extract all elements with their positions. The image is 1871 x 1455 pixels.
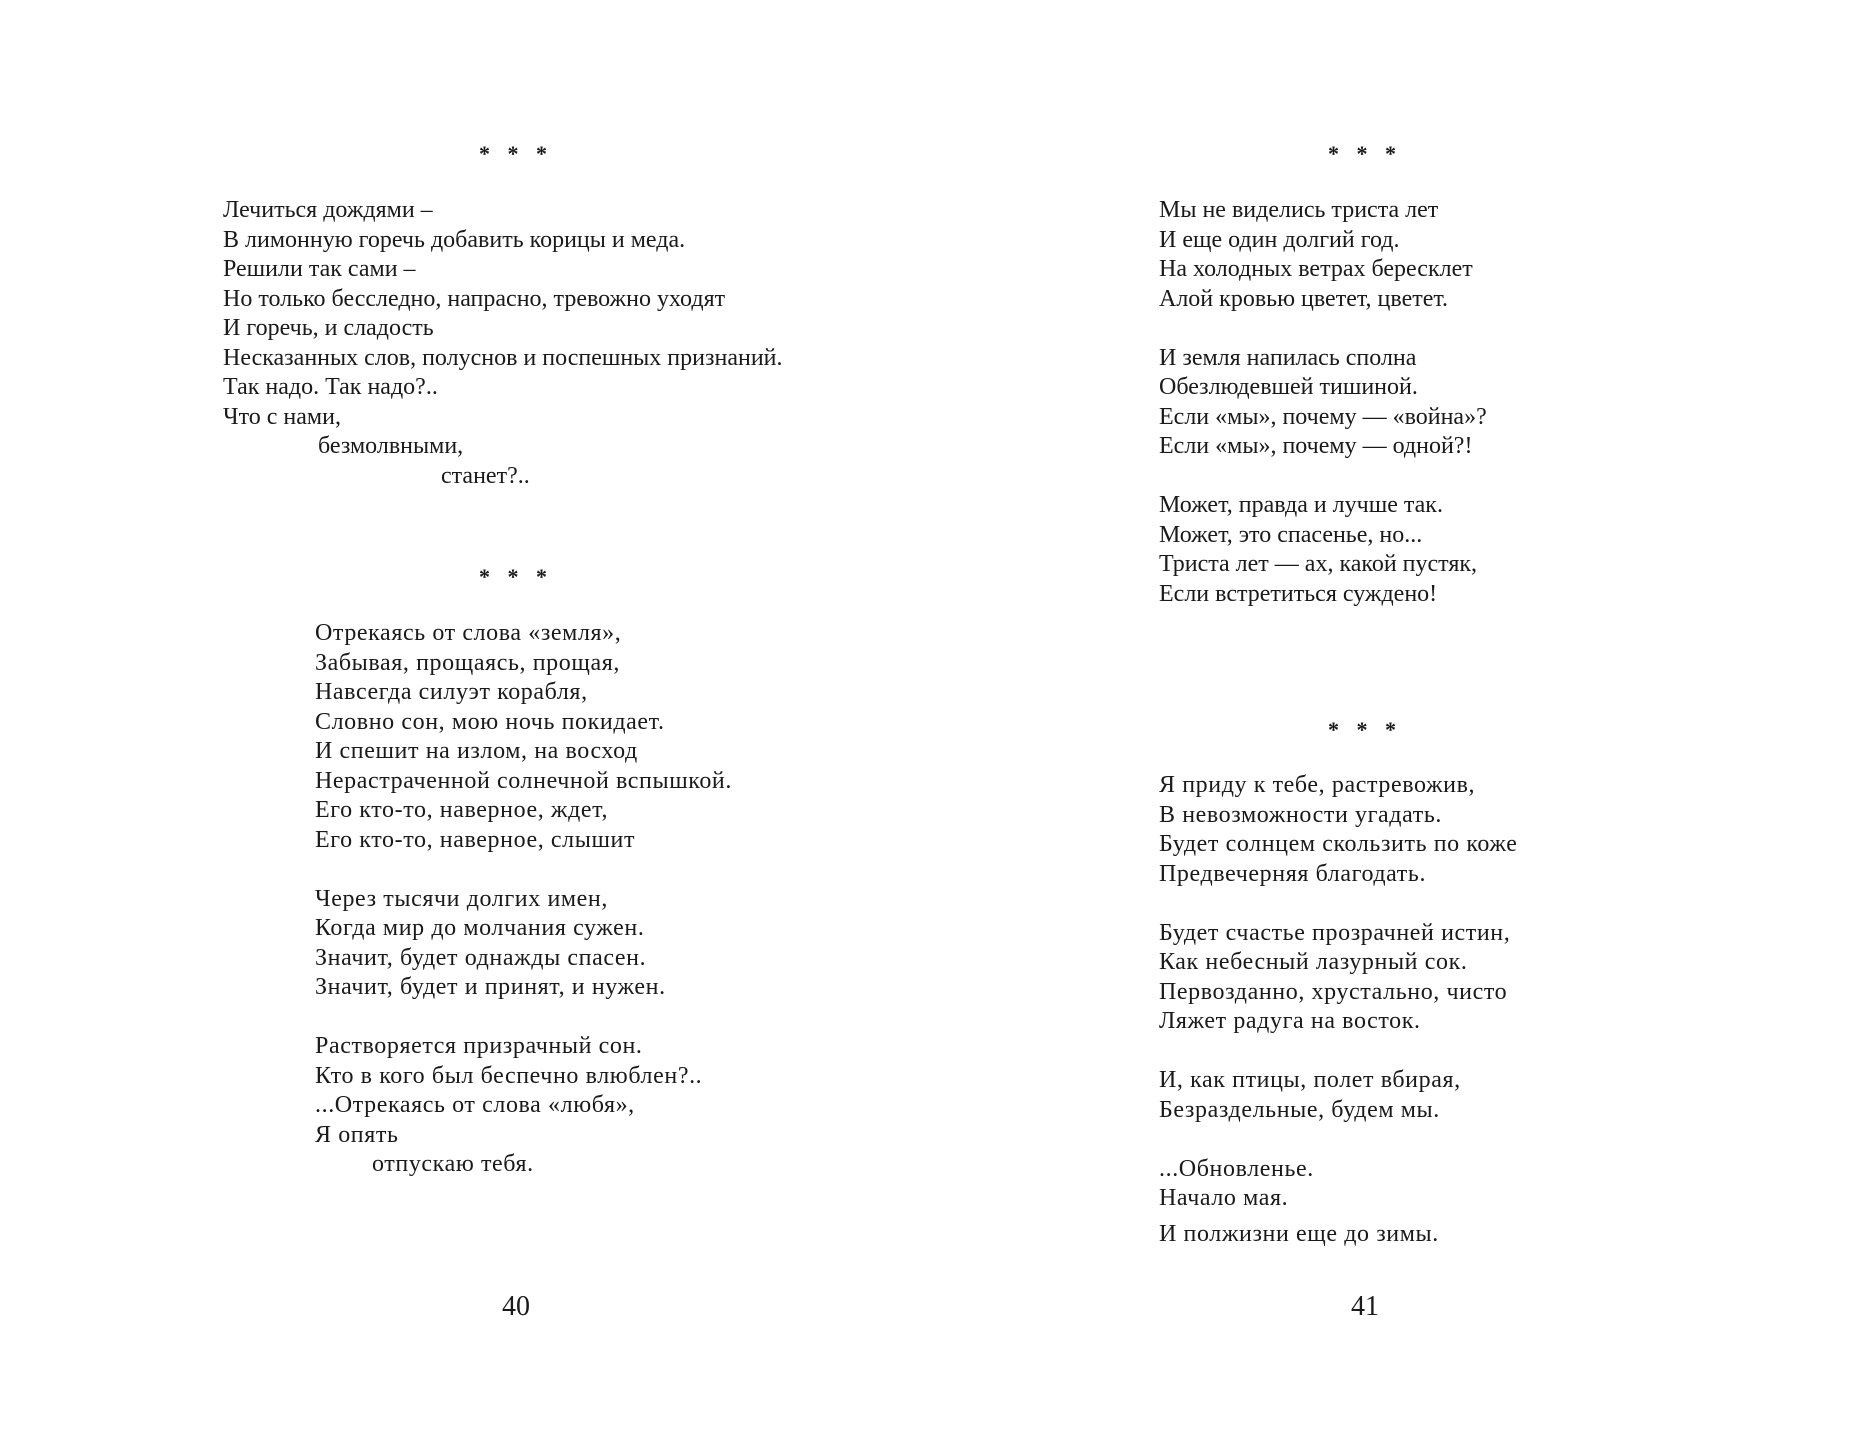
poem-line: Значит, будет однажды спасен.: [315, 944, 647, 971]
poem-line: ...Отрекаясь от слова «любя»,: [315, 1092, 635, 1118]
poem-line: Растворяется призрачный сон.: [315, 1033, 643, 1059]
section-separator: * * *: [479, 564, 553, 589]
poem-line: Лечиться дождями –: [223, 197, 433, 223]
stanza: [223, 196, 783, 491]
poem-line: Значит, будет и принят, и нужен.: [315, 974, 666, 1000]
stanza-break: [315, 855, 732, 885]
poem-line: Решили так сами –: [223, 256, 416, 282]
poem-line: И горечь, и сладость: [223, 315, 434, 341]
poem-line: И земля напилась сполна: [1159, 344, 1417, 371]
stanza: [1159, 919, 1518, 1037]
poem-line: Когда мир до молчания сужен.: [315, 915, 645, 941]
stanza: [1159, 1155, 1518, 1250]
poem-line: Его кто-то, наверное, слышит: [315, 826, 636, 853]
left-page: [0, 0, 935, 1455]
stanza: [315, 885, 732, 1003]
poem-line: В невозможности угадать.: [1159, 801, 1442, 828]
poem-line: И спешит на излом, на восход: [315, 738, 638, 764]
poem-line: Предвечерняя благодать.: [1159, 860, 1427, 887]
poem-line: Начало мая.: [1159, 1185, 1289, 1211]
stanza-break: [1159, 889, 1518, 919]
stanza-break: [1159, 462, 1487, 492]
poem-line: Ляжет радуга на восток.: [1159, 1008, 1421, 1034]
poem-line: отпускаю тебя.: [372, 1151, 534, 1177]
poem-line: Кто в кого был беспечно влюблен?..: [315, 1062, 703, 1089]
stanza: [1159, 491, 1487, 609]
poem-line: Отрекаясь от слова «земля»,: [315, 620, 622, 646]
stanza: [315, 1032, 732, 1180]
poem-line: станет?..: [441, 462, 530, 489]
poem-line: И еще один долгий год.: [1159, 226, 1400, 253]
stanza: [1159, 1066, 1518, 1125]
section-separator: * * *: [479, 141, 553, 166]
stanza: [1159, 771, 1518, 889]
section-separator: * * *: [1328, 717, 1402, 742]
poem-line: Триста лет — ах, какой пустяк,: [1159, 551, 1478, 577]
stanza-break: [315, 1003, 732, 1033]
poem-line: Словно сон, мою ночь покидает.: [315, 708, 665, 735]
poem-line: ...Обновленье.: [1159, 1155, 1314, 1182]
poem-line: Что с нами,: [223, 403, 341, 430]
poem-line: Забывая, прощаясь, прощая,: [315, 649, 620, 676]
stanza-break: [1159, 1125, 1518, 1155]
poem: [223, 196, 783, 491]
poem-line: безмолвными,: [318, 433, 464, 459]
page-number: 41: [1351, 1291, 1379, 1322]
poem-line: Обезлюдевшей тишиной.: [1159, 374, 1418, 400]
poem-line: Если встретиться суждено!: [1159, 580, 1438, 607]
section-separator: * * *: [1328, 141, 1402, 166]
poem-line: Как небесный лазурный сок.: [1159, 949, 1468, 975]
poem-line: Будет солнцем скользить по коже: [1159, 831, 1518, 857]
poem-line: Может, это спасенье, но...: [1159, 521, 1423, 548]
poem-line: Его кто-то, наверное, ждет,: [315, 797, 609, 823]
poem: [1159, 196, 1487, 609]
stanza: [315, 619, 732, 855]
stanza-break: [1159, 314, 1487, 344]
poem-line: Нерастраченной солнечной вспышкой.: [315, 767, 732, 794]
poem-line: Так надо. Так надо?..: [223, 374, 438, 400]
poem-line: Я опять: [315, 1121, 399, 1148]
stanza: [1159, 344, 1487, 462]
poem-line: На холодных ветрах бересклет: [1159, 256, 1473, 282]
poem-line: Алой кровью цветет, цветет.: [1159, 285, 1449, 312]
page-number: 40: [502, 1291, 530, 1322]
right-page: [935, 0, 1870, 1455]
poem-line: Но только бесследно, напрасно, тревожно уходят: [223, 285, 726, 312]
poem: [1159, 771, 1518, 1249]
poem-line: И, как птицы, полет вбирая,: [1159, 1067, 1461, 1093]
poem-line: Первозданно, хрустально, чисто: [1159, 978, 1508, 1005]
poem-line: В лимонную горечь добавить корицы и меда.: [223, 226, 686, 253]
poem-line: Будет счастье прозрачней истин,: [1159, 919, 1511, 946]
poem-line: Я приду к тебе, растревожив,: [1159, 772, 1476, 798]
poem-line: Если «мы», почему — «война»?: [1159, 403, 1487, 430]
poem-line: Если «мы», почему — одной?!: [1159, 433, 1473, 459]
poem-line: И полжизни еще до зимы.: [1159, 1220, 1439, 1247]
poem-line: Может, правда и лучше так.: [1159, 492, 1443, 518]
poem-line: Через тысячи долгих имен,: [315, 885, 608, 912]
poem-line: Несказанных слов, полуснов и поспешных признаний.: [223, 344, 783, 371]
poem-line: Мы не виделись триста лет: [1159, 197, 1439, 223]
poem-line: Безраздельные, будем мы.: [1159, 1096, 1440, 1123]
stanza: [1159, 196, 1487, 314]
poem-line: Навсегда силуэт корабля,: [315, 679, 588, 705]
poem: [315, 619, 732, 1180]
stanza-break: [1159, 1037, 1518, 1067]
